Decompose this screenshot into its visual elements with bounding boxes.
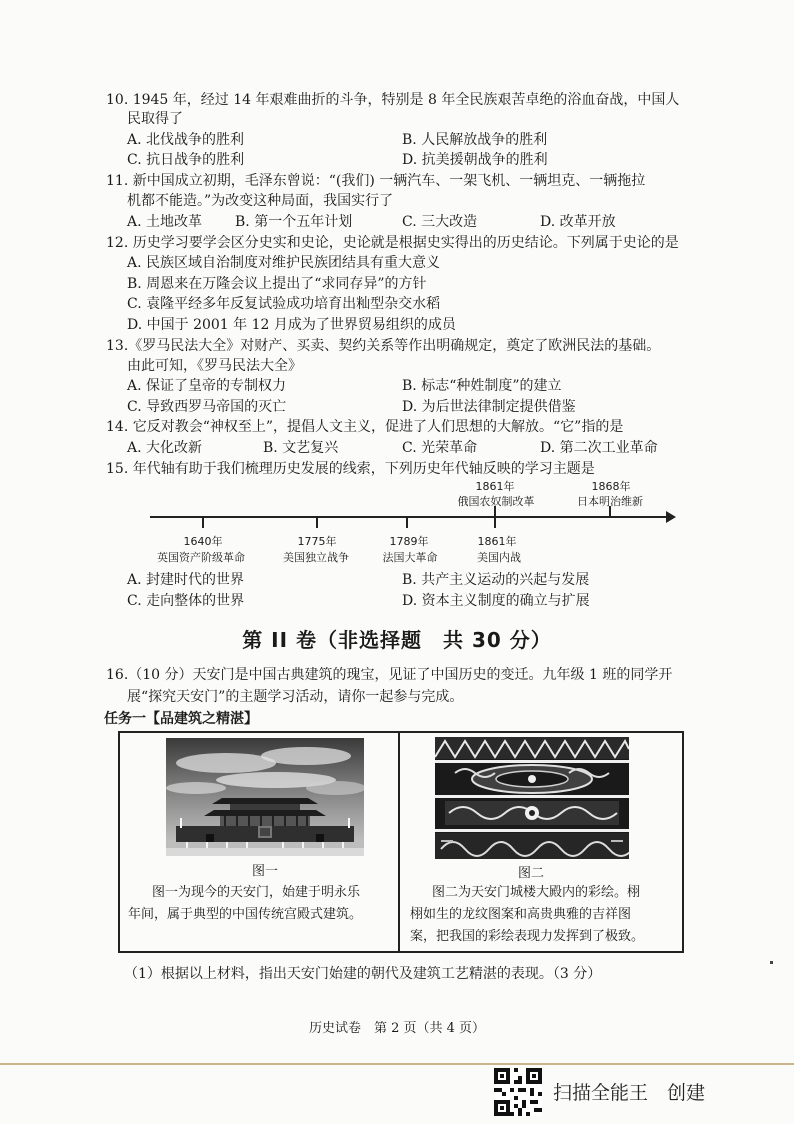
q15-stem-line1: 15. 年代轴有助于我们梳理历史发展的线索，下列历史年代轴反映的学习主题是 [106,461,595,477]
q16-stem-line1: 16.（10 分）天安门是中国古典建筑的瑰宝，见证了中国历史的变迁。九年级 1 班的同学开 [106,667,673,683]
section-2-title: 第 II 卷（非选择题 共 30 分） [242,628,552,652]
q13-option-b: B. 标志“种姓制度”的建立 [402,378,562,394]
timeline-below-year-1: 1640年 [183,535,223,548]
q16-stem-line2: 展“探究天安门”的主题学习活动，请你一起参与完成。 [127,689,464,705]
figure2-desc-line2: 栩如生的龙纹图案和高贵典雅的吉祥图 [410,907,632,922]
q14-option-c: C. 光荣革命 [402,440,478,456]
q11-option-c: C. 三大改造 [402,214,478,230]
figure1-desc-line2: 年间，属于典型的中国传统宫殿式建筑。 [128,907,363,922]
q12-option-a: A. 民族区域自治制度对维护民族团结具有重大意义 [127,255,441,271]
task1-heading: 任务一【品建筑之精湛】 [104,711,258,727]
ceiling-painting-photo [435,737,629,859]
timeline-below-year-4: 1861年 [477,535,517,548]
q12-option-b: B. 周恩来在万隆会议上提出了“求同存异”的方针 [127,276,427,292]
q14-option-b: B. 文艺复兴 [263,440,339,456]
q13-stem-line1: 13.《罗马民法大全》对财产、买卖、契约关系等作出明确规定，奠定了欧洲民法的基础。 [106,338,661,354]
scanner-watermark: 扫描全能王 创建 [553,1082,706,1104]
timeline-above-event-2: 日本明治维新 [577,495,643,508]
q10-option-b: B. 人民解放战争的胜利 [402,132,548,148]
figure1-desc-line1: 图一为现今的天安门，始建于明永乐 [152,885,361,900]
q16-subquestion-1: （1）根据以上材料，指出天安门始建的朝代及建筑工艺精湛的表现。（3 分） [124,966,602,982]
timeline-below-year-3: 1789年 [389,535,429,548]
q13-stem-line2: 由此可知，《罗马民法大全》 [127,358,302,374]
timeline-tick-1861 [494,506,496,528]
q11-stem-line2: 机都不能造。”为改变这种局面，我国实行了 [127,193,394,209]
timeline-below-event-3: 法国大革命 [382,551,438,564]
figure2-desc-line3: 案，把我国的彩绘表现力发挥到了极致。 [410,929,645,944]
q14-option-a: A. 大化改新 [127,440,203,456]
q13-option-c: C. 导致西罗马帝国的灭亡 [127,399,287,415]
timeline-arrow [666,511,676,523]
page-footer: 历史试卷 第 2 页（共 4 页） [308,1021,486,1036]
q10-option-a: A. 北伐战争的胜利 [127,132,245,148]
q11-stem-line1: 11. 新中国成立初期，毛泽东曾说：“(我们) 一辆汽车、一架飞机、一辆坦克、一辆拖拉 [106,173,646,189]
q11-option-a: A. 土地改革 [127,214,203,230]
figure2-desc-line1: 图二为天安门城楼大殿内的彩绘。栩 [432,885,641,900]
q12-stem-line1: 12. 历史学习要学会区分史实和史论，史论就是根据史实得出的历史结论。下列属于史论的是 [106,235,679,251]
q15-option-c: C. 走向整体的世界 [127,593,245,609]
timeline-tick-1640 [202,517,204,528]
timeline-axis [150,516,670,518]
tiananmen-photo [166,738,364,856]
q10-stem-line1: 10. 1945 年，经过 14 年艰难曲折的斗争，特别是 8 年全民族艰苦卓绝的浴血奋战，中国人 [106,92,680,108]
scan-speck [770,961,773,964]
timeline-below-event-1: 英国资产阶级革命 [157,551,245,564]
q10-option-d: D. 抗美援朝战争的胜利 [402,152,548,168]
q13-option-d: D. 为后世法律制定提供借鉴 [402,399,576,415]
q15-option-a: A. 封建时代的世界 [127,572,245,588]
q12-option-c: C. 袁隆平经多年反复试验成功培育出籼型杂交水稻 [127,296,441,312]
q10-stem-line2: 民取得了 [127,111,183,127]
q15-option-d: D. 资本主义制度的确立与扩展 [402,593,590,609]
timeline-below-event-2: 美国独立战争 [283,551,349,564]
q11-option-b: B. 第一个五年计划 [235,214,353,230]
timeline-below-year-2: 1775年 [297,535,337,548]
timeline-tick-1789 [406,517,408,528]
figure2-caption: 图二 [518,866,545,881]
figure1-caption: 图一 [252,864,279,879]
figure-table-divider [398,731,400,953]
timeline-above-year-1: 1861年 [475,480,515,493]
timeline-above-event-1: 俄国农奴制改革 [457,495,535,508]
timeline-above-year-2: 1868年 [591,480,631,493]
timeline-below-event-4: 美国内战 [477,551,521,564]
scan-edge-line [0,1063,794,1065]
timeline-tick-1775 [316,517,318,528]
q15-option-b: B. 共产主义运动的兴起与发展 [402,572,590,588]
q11-option-d: D. 改革开放 [540,214,616,230]
q14-option-d: D. 第二次工业革命 [540,440,658,456]
q10-option-c: C. 抗日战争的胜利 [127,152,245,168]
q12-option-d: D. 中国于 2001 年 12 月成为了世界贸易组织的成员 [127,317,456,333]
qr-code-icon [494,1068,542,1116]
q14-stem-line1: 14. 它反对教会“神权至上”，提倡人文主义，促进了人们思想的大解放。“它”指的是 [106,419,624,435]
q13-option-a: A. 保证了皇帝的专制权力 [127,378,287,394]
